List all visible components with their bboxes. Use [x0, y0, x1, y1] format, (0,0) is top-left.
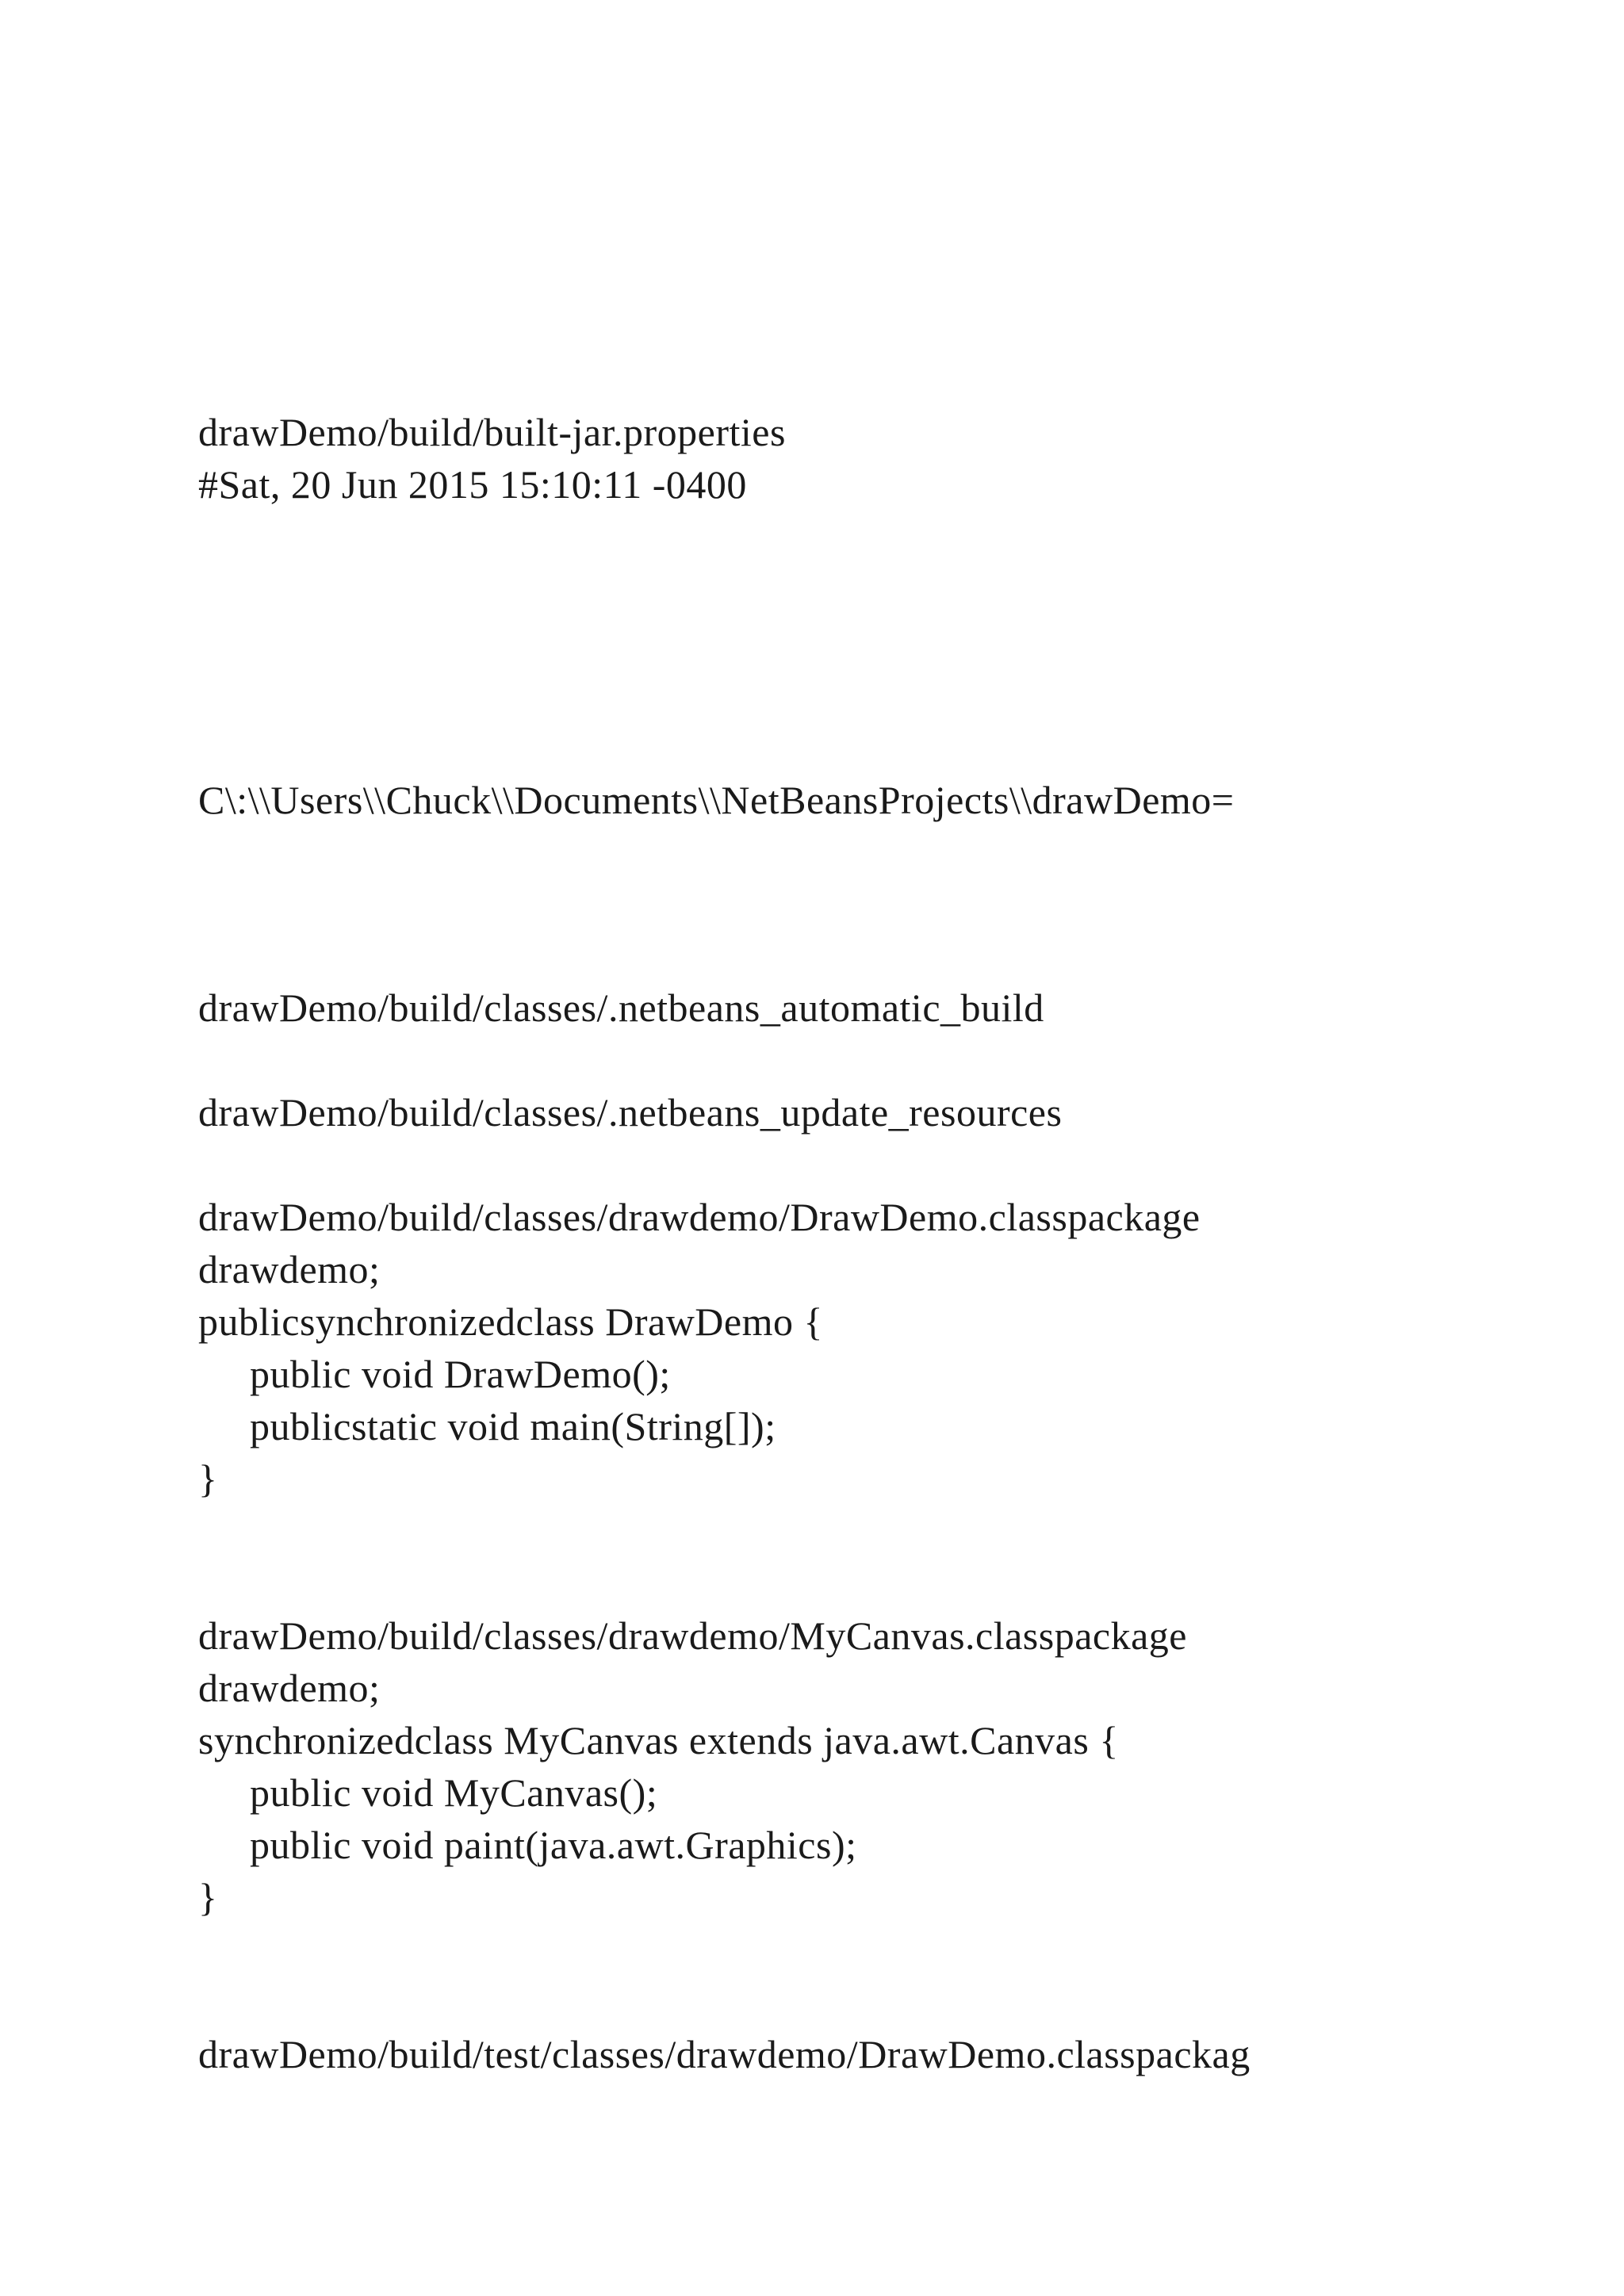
mycanvas-class-declaration: synchronizedclass MyCanvas extends java.awt.Canvas { [198, 1718, 1119, 1762]
drawdemo-close-brace: } [198, 1456, 218, 1501]
build-timestamp: #Sat, 20 Jun 2015 15:10:11 -0400 [198, 462, 747, 507]
built-jar-path: drawDemo/build/built-jar.properties [198, 410, 786, 454]
mycanvas-close-brace: } [198, 1875, 218, 1919]
project-path: C\:\\Users\\Chuck\\Documents\\NetBeansProjects\\drawDemo= [198, 778, 1235, 822]
mycanvas-constructor: public void MyCanvas(); [250, 1770, 658, 1815]
drawdemo-class-path: drawDemo/build/classes/drawdemo/DrawDemo.classpackage [198, 1195, 1201, 1239]
drawdemo-package: drawdemo; [198, 1247, 381, 1292]
test-class-path: drawDemo/build/test/classes/drawdemo/DrawDemo.classpackag [198, 2032, 1251, 2076]
drawdemo-main-method: publicstatic void main(String[]); [250, 1404, 776, 1448]
automatic-build-path: drawDemo/build/classes/.netbeans_automatic_build [198, 985, 1044, 1030]
drawdemo-constructor: public void DrawDemo(); [250, 1352, 671, 1396]
mycanvas-class-path: drawDemo/build/classes/drawdemo/MyCanvas.classpackage [198, 1613, 1187, 1658]
update-resources-path: drawDemo/build/classes/.netbeans_update_resources [198, 1090, 1063, 1135]
mycanvas-paint-method: public void paint(java.awt.Graphics); [250, 1823, 857, 1867]
mycanvas-package: drawdemo; [198, 1666, 381, 1710]
drawdemo-class-declaration: publicsynchronizedclass DrawDemo { [198, 1299, 823, 1344]
